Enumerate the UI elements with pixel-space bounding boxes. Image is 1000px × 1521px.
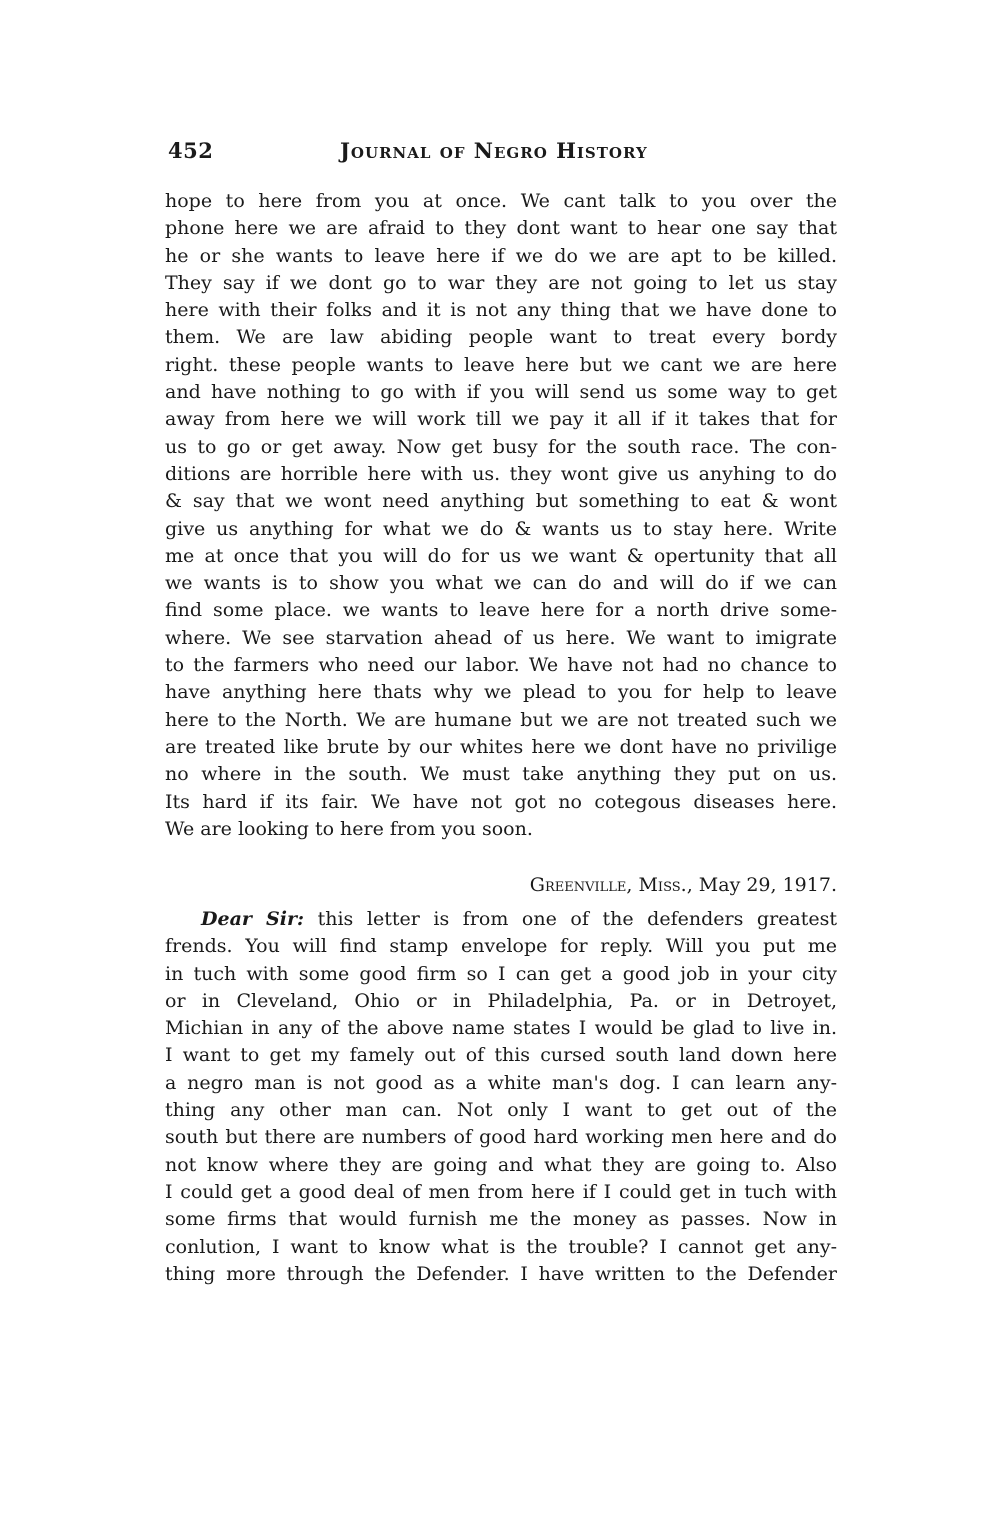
text-line: here with their folks and it is not any thing that we have done to: [165, 299, 837, 322]
text-line: ditions are horrible here with us. they wont give us anyhing to do: [165, 462, 837, 485]
text-line: frends. You will find stamp envelope for reply. Will you put me: [165, 935, 837, 958]
text-line: away from here we will work till we pay it all if it takes that for: [165, 408, 837, 431]
text-line: and have nothing to go with if you will send us some way to get: [165, 381, 837, 404]
text-line: south but there are numbers of good hard working men here and do: [165, 1126, 837, 1149]
text-line: & say that we wont need anything but something to eat & wont: [165, 490, 837, 513]
text-line: where. We see starvation ahead of us here. We want to imigrate: [165, 626, 837, 649]
text-line: here to the North. We are humane but we are not treated such we: [165, 708, 837, 731]
letter-one-body: [165, 188, 837, 843]
running-head: Journal of Negro History: [340, 138, 648, 163]
text-line: have anything here thats why we plead to you for help to leave: [165, 681, 837, 704]
dateline-place: Greenville, Miss.,: [529, 874, 693, 896]
salutation: Dear Sir:: [201, 908, 305, 930]
text-line: They say if we dont go to war they are not going to let us stay: [165, 271, 837, 294]
text-line: I want to get my famely out of this cursed south land down here: [165, 1044, 837, 1067]
text-line: hope to here from you at once. We cant talk to you over the: [165, 190, 837, 212]
dateline: [530, 874, 837, 896]
text-line: thing more through the Defender. I have written to the Defender: [165, 1262, 837, 1285]
text-line: Michian in any of the above name states I would be glad to live in.: [165, 1017, 837, 1040]
text-line: thing any other man can. Not only I want to get out of the: [165, 1099, 837, 1122]
letter-two-body: [165, 906, 837, 1288]
text-line: or in Cleveland, Ohio or in Philadelphia, Pa. or in Detroyet,: [165, 989, 837, 1012]
text-line: us to go or get away. Now get busy for the south race. The con-: [165, 435, 837, 458]
text-line: phone here we are afraid to they dont want to hear one say that: [165, 217, 837, 240]
text-line: not know where they are going and what they are going to. Also: [165, 1153, 837, 1176]
salutation-line-rest: this letter is from one of the defenders greatest: [304, 908, 838, 930]
page-number: 452: [168, 138, 214, 163]
text-line: find some place. we wants to leave here for a north drive some-: [165, 599, 837, 622]
text-line: give us anything for what we do & wants us to stay here. Write: [165, 517, 837, 540]
text-line: I could get a good deal of men from here if I could get in tuch with: [165, 1180, 837, 1203]
text-line: in tuch with some good firm so I can get a good job in your city: [165, 962, 837, 985]
dateline-date: May 29, 1917.: [698, 874, 837, 896]
text-line: some firms that would furnish me the money as passes. Now in: [165, 1208, 837, 1231]
text-line: right. these people wants to leave here but we cant we are here: [165, 353, 837, 376]
text-line: We are looking to here from you soon.: [165, 817, 533, 840]
text-line: conlution, I want to know what is the trouble? I cannot get any-: [165, 1235, 837, 1258]
text-line: me at once that you will do for us we want & opertunity that all: [165, 544, 837, 567]
text-line: we wants is to show you what we can do and will do if we can: [165, 572, 837, 595]
text-line: no where in the south. We must take anything they put on us.: [165, 763, 837, 786]
text-line-salutation: [165, 906, 837, 933]
text-line: he or she wants to leave here if we do we are apt to be killed.: [165, 244, 837, 267]
text-line: a negro man is not good as a white man's dog. I can learn any-: [165, 1071, 837, 1094]
text-line: are treated like brute by our whites here we dont have no privilige: [165, 735, 837, 758]
text-line: Its hard if its fair. We have not got no cotegous diseases here.: [165, 790, 837, 813]
text-line: to the farmers who need our labor. We have not had no chance to: [165, 654, 837, 677]
text-line: them. We are law abiding people want to treat every bordy: [165, 326, 837, 349]
